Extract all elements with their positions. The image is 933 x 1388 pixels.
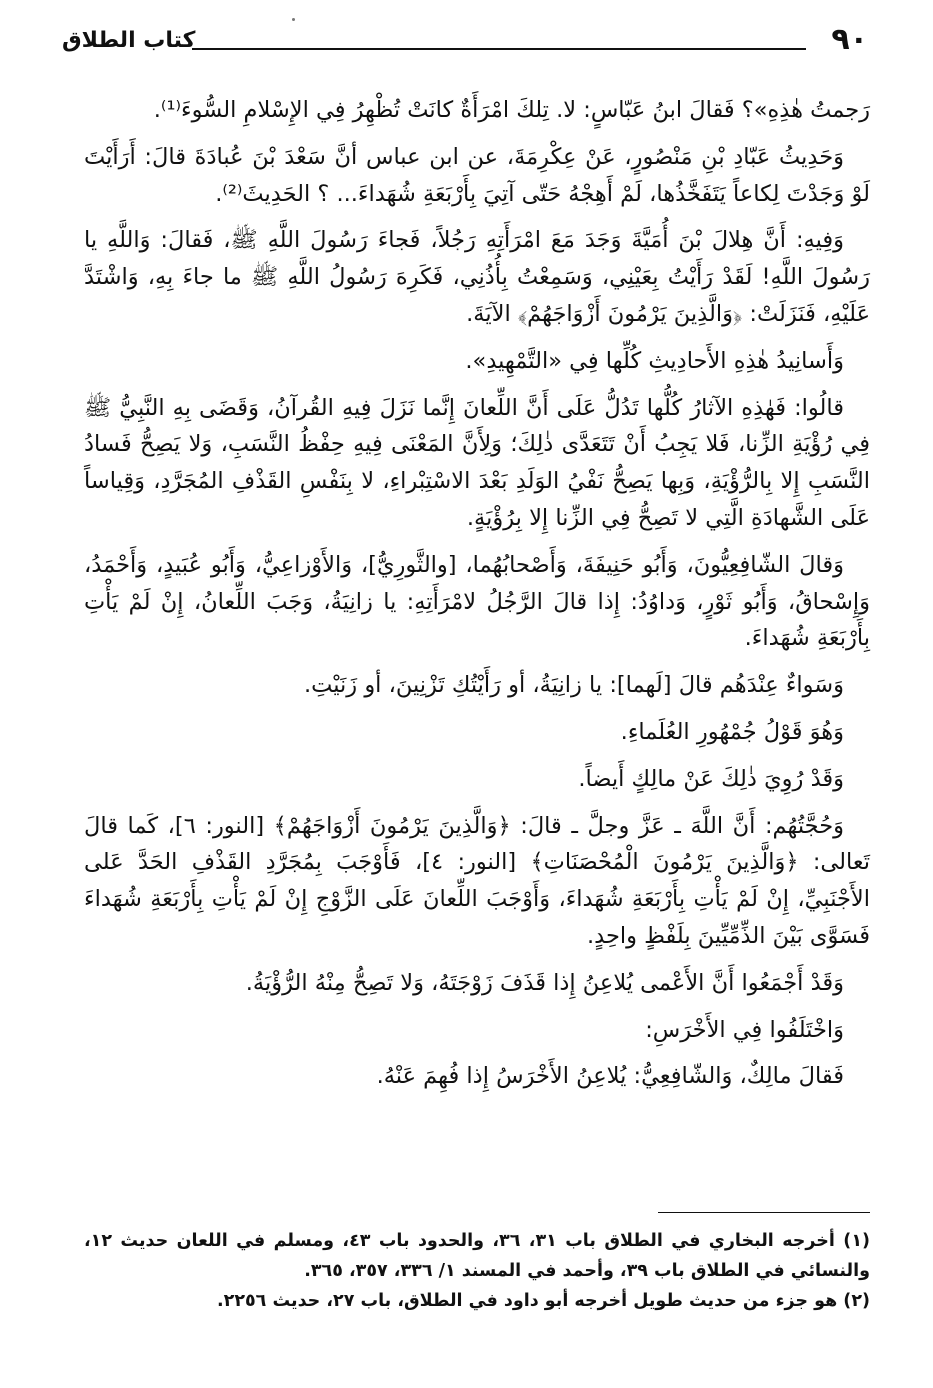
page-header xyxy=(62,22,868,62)
page-number: ٩٠ xyxy=(831,22,868,57)
paragraph: وَقَدْ رُوِيَ ذٰلِكَ عَنْ مالِكٍ أَيضاً. xyxy=(578,765,844,792)
paragraph: وَأَسانِيدُ هٰذِهِ الأَحادِيثِ كُلِّها فِي «التَّمْهِيدِ». xyxy=(465,347,844,374)
paragraph: رَجمتُ هٰذِهِ»؟ فَقالَ ابنُ عَبّاسٍ: لا. تِلكَ امْرَأَةٌ كانَتْ تُظْهِرُ فِي الإِسْلامِ السُّوءَ⁽¹⁾. xyxy=(153,97,870,123)
header-rule xyxy=(192,48,806,50)
running-title: كتاب الطلاق xyxy=(62,28,196,53)
paragraph: وَفِيهِ: أَنَّ هِلالَ بْنَ أُمَيَّةَ وَجَدَ مَعَ امْرَأَتِهِ رَجُلاً، فَجاءَ رَسُولَ اللَّهِ ﷺ، فَقالَ: وَاللَّهِ يا رَسُولَ اللَّهِ! لَقَدْ رَأَيْتُ بِعَيْنِي، وَسَمِعْتُ بِأُذُنِي، فَكَرِهَ رَسُولُ اللَّهِ ﷺ ما جاءَ بِهِ، وَاشْتَدَّ عَلَيْهِ، فَنَزَلَتْ: ﴿وَالَّذِينَ يَرْمُونَ أَزْوَاجَهُمْ﴾ الآيَةَ. xyxy=(84,227,870,327)
footnotes xyxy=(84,1226,870,1316)
main-text xyxy=(84,92,870,1105)
paragraph: وَاخْتَلَفُوا فِي الأَخْرَسِ: xyxy=(645,1016,844,1043)
footnote-separator xyxy=(658,1212,870,1213)
paragraph: وَقَدْ أَجْمَعُوا أَنَّ الأَعْمى يُلاعِنُ إِذا قَذَفَ زَوْجَتَهُ، وَلا تَصِحُّ مِنْهُ الرُّؤْيَةُ. xyxy=(245,969,844,996)
paragraph: وَحَدِيثُ عَبّادِ بْنِ مَنْصُورٍ، عَنْ عِكْرِمَةَ، عن ابن عباس أنَّ سَعْدَ بْنَ عُبادَةَ قالَ: أَرَأَيْتَ لَوْ وَجَدْتَ لِكاعاً يَتَفَخَّذُها، لَمْ أَهِجْهُ حَتّى آتِيَ بِأَرْبَعَةِ شُهَداءَ... ؟ الحَدِيثَ⁽²⁾. xyxy=(84,143,870,207)
scan-speck xyxy=(292,18,295,21)
footnote: (١) أخرجه البخاري في الطلاق باب ٣١، ٣٦، والحدود باب ٤٣، ومسلم في اللعان حديث ١٢، والنسائي في الطلاق باب ٣٩، وأحمد في المسند ١/ ٣٣٦، ٣٥٧، ٣٦٥. xyxy=(84,1231,870,1281)
paragraph: وَقالَ الشّافِعِيُّونَ، وَأَبُو حَنِيفَةَ، وَأَصْحابُهُما، [والثَّورِيُّ]، وَالأَوْزاعِيُّ، وَأَبُو عُبَيدٍ، وَأَحْمَدُ، وَإِسْحاقُ، وَأَبُو ثَوْرٍ، وَداوُدُ: إِذا قالَ الرَّجُلُ لامْرَأَتِهِ: يا زانِيَةُ، وَجَبَ اللِّعانُ، إِنْ لَمْ يَأْتِ بِأَرْبَعَةِ شُهَداءَ. xyxy=(84,551,870,652)
footnote: (٢) هو جزء من حديث طويل أخرجه أبو داود في الطلاق، باب ٢٧، حديث ٢٢٥٦. xyxy=(216,1291,870,1311)
paragraph: وَهُوَ قَوْلُ جُمْهُورِ العُلَماءِ. xyxy=(620,718,844,745)
paragraph: فَقالَ مالِكٌ، وَالشّافِعِيُّ: يُلاعِنُ الأَخْرَسُ إِذا فُهِمَ عَنْهُ. xyxy=(376,1063,844,1090)
paragraph: وَسَواءٌ عِنْدَهُم قالَ [لَهما]: يا زانِيَةُ، أو رَأَيْتُكِ تَزْنِينَ، أو زَنَيْتِ. xyxy=(304,672,844,699)
paragraph: قالُوا: فَهٰذِهِ الآثارُ كُلُّها تَدُلُّ عَلَى أَنَّ اللِّعانَ إِنَّما نَزَلَ فِيهِ القُرآنُ، وَقَضَى بِهِ النَّبِيُّ ﷺ فِي رُؤْيَةِ الزِّنا، فَلا يَجِبُ أَنْ تَتَعَدَّى ذٰلِكَ؛ وَلِأَنَّ المَعْنَى فِيهِ حِفْظُ النَّسَبِ، وَلا يَصِحُّ فَسادُ النَّسَبِ إِلا بِالرُّؤْيَةِ، وَبِها يَصِحُّ نَفْيُ الوَلَدِ بَعْدَ الاسْتِبْراءِ، لا بِنَفْسِ القَذْفِ المُجَرَّدِ، وَقِياساً عَلَى الشَّهادَةِ الَّتِي لا تَصِحُّ فِي الزِّنا إِلا بِرُؤْيَةٍ. xyxy=(84,394,870,531)
paragraph: وَحُجَّتُهُم: أَنَّ اللَّهَ ـ عَزَّ وجلَّ ـ قالَ: ﴿وَالَّذِينَ يَرْمُونَ أَزْوَاجَهُمْ﴾ [النور: ٦]، كَما قالَ تَعالى: ﴿وَالَّذِينَ يَرْمُونَ الْمُحْصَنَاتِ﴾ [النور: ٤]، فَأَوْجَبَ بِمُجَرَّدِ القَذْفِ الحَدَّ عَلى الأَجْنَبِيِّ، إِنْ لَمْ يَأْتِ بِأَرْبَعَةِ شُهَداءَ، وَأَوْجَبَ اللِّعانَ عَلَى الزَّوْجِ إِنْ لَمْ يَأْتِ بِأَرْبَعَةِ شُهَداءَ فَسَوَّى بَيْنَ الذِّمِّيِّينَ بِلَفْظٍ واحِدٍ. xyxy=(84,812,871,949)
